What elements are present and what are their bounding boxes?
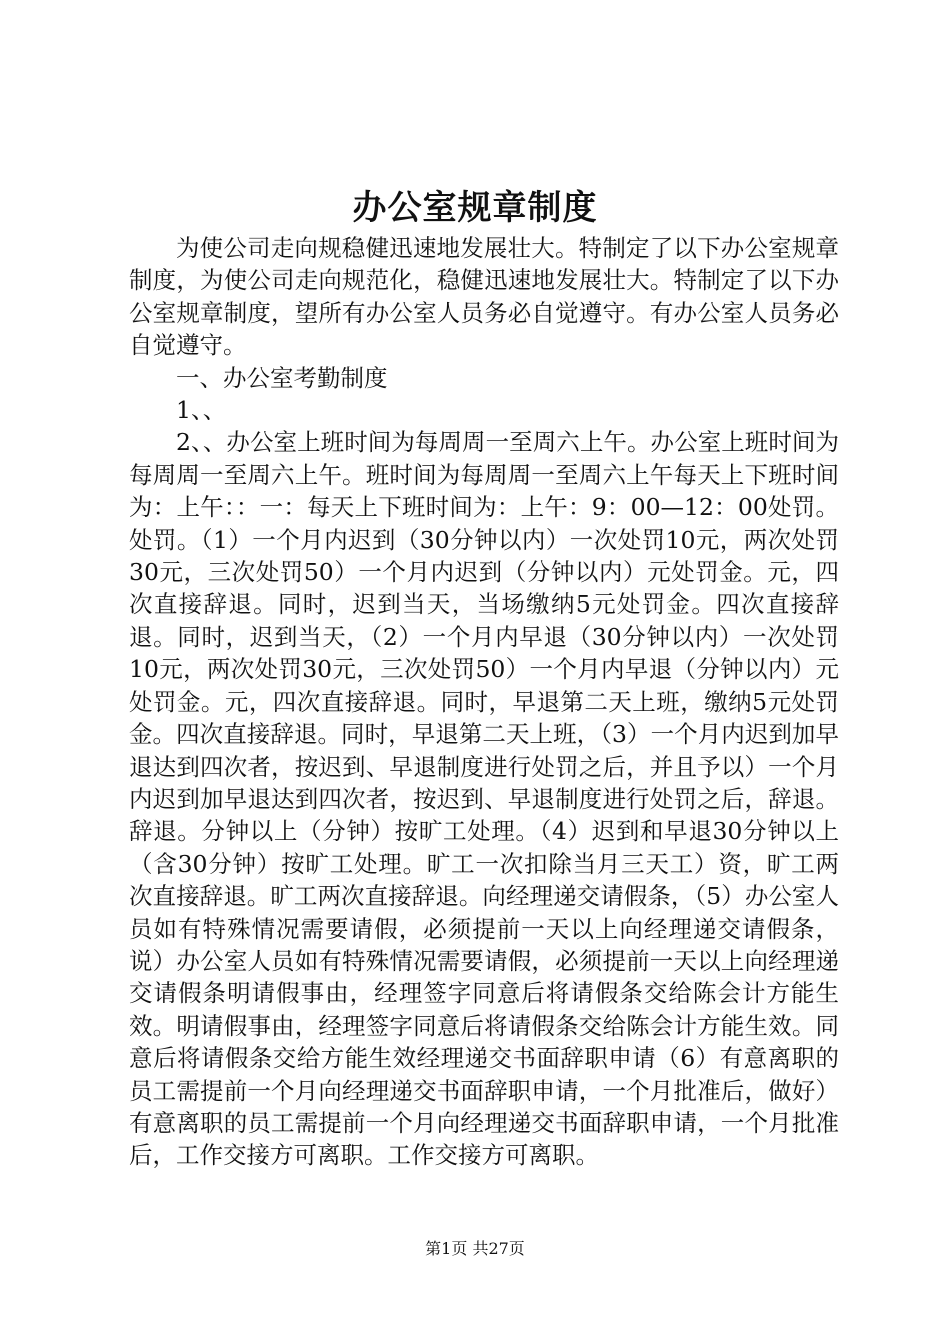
document-body: [129, 232, 839, 1172]
item-2-paragraph: 2、、办公室上班时间为每周周一至周六上午。办公室上班时间为每周周一至周六上午。班时间为每周周一至周六上午每天上下班时间为：上午：：一：每天上下班时间为：上午：9：00—12：00处罚。处罚。（1）一个月内迟到（30分钟以内）一次处罚10元，两次处罚30元，三次处罚50）一个月内迟到（分钟以内）元处罚金。元，四次直接辞退。同时，迟到当天，当场缴纳5元处罚金。四次直接辞退。同时，迟到当天，（2）一个月内早退（30分钟以内）一次处罚10元，两次处罚30元，三次处罚50）一个月内早退（分钟以内）元处罚金。元，四次直接辞退。同时，早退第二天上班，缴纳5元处罚金。四次直接辞退。同时，早退第二天上班，（3）一个月内迟到加早退达到四次者，按迟到、早退制度进行处罚之后，并且予以）一个月内迟到加早退达到四次者，按迟到、早退制度进行处罚之后，辞退。辞退。分钟以上（分钟）按旷工处理。（4）迟到和早退30分钟以上（含30分钟）按旷工处理。旷工一次扣除当月三天工）资，旷工两次直接辞退。旷工两次直接辞退。向经理递交请假条，（5）办公室人员如有特殊情况需要请假，必须提前一天以上向经理递交请假条，说）办公室人员如有特殊情况需要请假，必须提前一天以上向经理递交请假条明请假事由，经理签字同意后将请假条交给陈会计方能生效。明请假事由，经理签字同意后将请假条交给陈会计方能生效。同意后将请假条交给方能生效经理递交书面辞职申请（6）有意离职的员工需提前一个月向经理递交书面辞职申请，一个月批准后，做好）有意离职的员工需提前一个月向经理递交书面辞职申请，一个月批准后，工作交接方可离职。工作交接方可离职。: [129, 428, 839, 1170]
document-title: 办公室规章制度: [352, 188, 598, 228]
item-1-paragraph: 1、、: [176, 396, 227, 425]
intro-paragraph: 为使公司走向规稳健迅速地发展壮大。特制定了以下办公室规章制度，为使公司走向规范化，稳健迅速地发展壮大。特制定了以下办公室规章制度，望所有办公室人员务必自觉遵守。有办公室人员务必自觉遵守。: [129, 234, 839, 360]
section-heading: 一、办公室考勤制度: [176, 363, 388, 392]
page-footer: 第1页 共27页: [425, 1239, 525, 1258]
